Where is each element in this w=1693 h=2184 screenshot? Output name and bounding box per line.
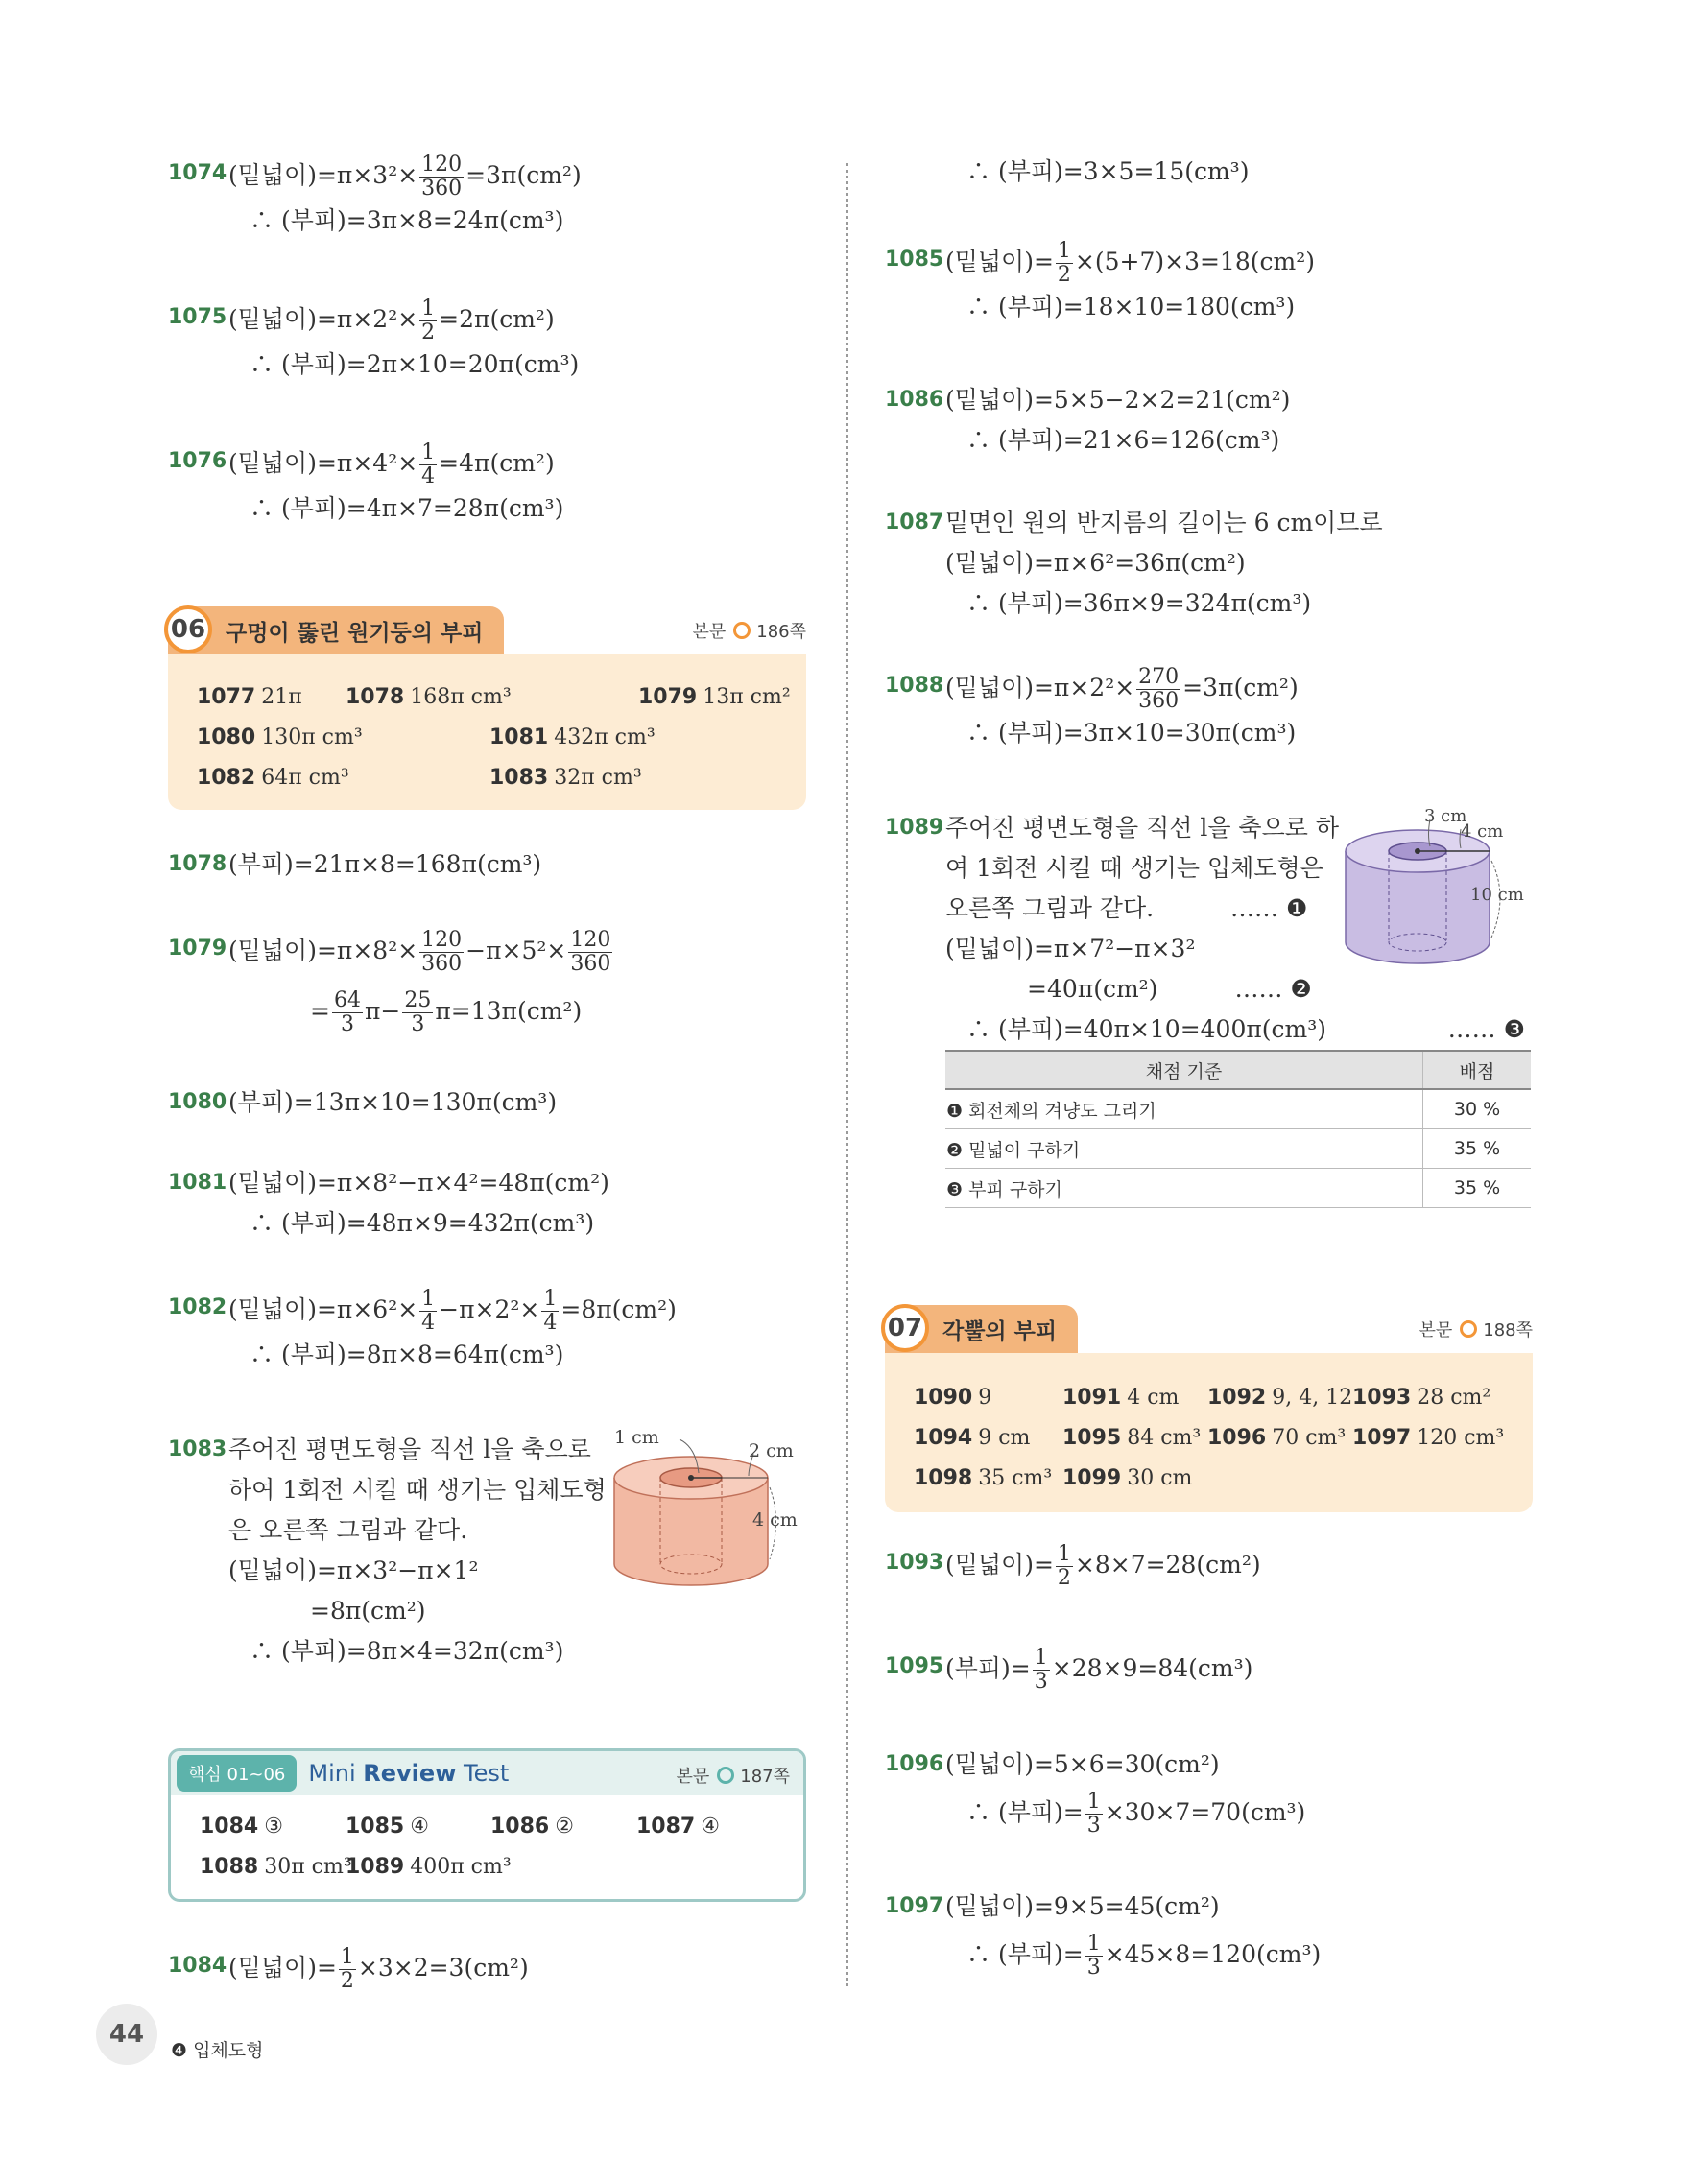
problem-1083	[168, 1430, 806, 1672]
step-dots: ……	[1234, 975, 1283, 1003]
solution-line: =40π(cm²)	[1027, 975, 1158, 1003]
equation-part: ∴ (부피)=	[966, 1798, 1084, 1826]
answer: 1085 ④	[346, 1815, 429, 1839]
problem-1086	[885, 380, 1533, 461]
problem-number: 1097	[885, 1894, 944, 1918]
problem-1080	[168, 1082, 806, 1123]
solution-line: 주어진 평면도형을 직선 l을 축으로 하	[945, 814, 1339, 842]
solution-line: =8π(cm²)	[310, 1597, 426, 1625]
equation-part: π−	[364, 997, 401, 1025]
problem-number: 1093	[885, 1551, 944, 1575]
fraction: $\frac{1}{3}$	[1034, 1646, 1048, 1694]
equation-part: (밑넓이)=π×6²×	[228, 1295, 418, 1323]
problem-number: 1095	[885, 1654, 944, 1678]
answer: 1094 9 cm	[914, 1426, 1031, 1450]
solution-line: (부피)=13π×10=130π(cm³)	[228, 1088, 558, 1116]
section-title: 각뿔의 부피	[942, 1318, 1058, 1344]
equation-part: =4π(cm²)	[439, 449, 555, 477]
ref-label: 본문	[692, 622, 727, 642]
solution-line: ∴ (부피)=8π×4=32π(cm³)	[250, 1637, 564, 1665]
equation-part: =2π(cm²)	[439, 305, 555, 333]
problem-1076	[168, 441, 806, 529]
numerator: 120	[421, 153, 463, 177]
solution-line: ∴ (부피)=4π×7=28π(cm³)	[250, 494, 564, 522]
problem-1095	[885, 1647, 1533, 1694]
equation-part: (밑넓이)=π×8²×	[228, 937, 418, 964]
answer: 1080 130π cm³	[197, 725, 363, 749]
solution-line: (밑넓이)=π×3²−π×1²	[228, 1556, 479, 1584]
problem-1085	[885, 240, 1533, 327]
fraction: $\frac{1}{2}$	[340, 1945, 354, 1993]
column-divider	[846, 163, 848, 1986]
equation-part: ×(5+7)×3=18(cm²)	[1074, 248, 1315, 275]
table-cell: ❷ 밑넓이 구하기	[945, 1129, 1423, 1169]
problem-number: 1083	[168, 1437, 227, 1461]
figure-label: 3 cm	[1424, 808, 1467, 826]
table-cell: 35 %	[1423, 1169, 1532, 1208]
step-dots: ……	[1230, 894, 1279, 922]
review-header	[171, 1751, 803, 1795]
ref-arrow-icon	[717, 1767, 734, 1784]
fraction: $\frac{1}{3}$	[1086, 1790, 1101, 1838]
fraction: $\frac{1}{2}$	[1057, 1542, 1071, 1590]
answer: 1086 ②	[490, 1815, 574, 1839]
review-title: Mini Review Test	[308, 1760, 510, 1787]
problem-number: 1087	[885, 510, 944, 534]
table-cell: 30 %	[1423, 1089, 1532, 1129]
solution-line: (밑넓이)=9×5=45(cm²)	[945, 1892, 1220, 1920]
step-dots: ……	[1447, 1015, 1496, 1043]
equation-part: ×45×8=120(cm³)	[1104, 1940, 1322, 1968]
figure-label: 1 cm	[614, 1430, 659, 1448]
solution-line: (밑넓이)=π×8²−π×4²=48π(cm²)	[228, 1169, 609, 1197]
problem-1097	[885, 1887, 1533, 1980]
solution-line: 주어진 평면도형을 직선 l을 축으로	[228, 1436, 591, 1463]
chapter-title: 입체도형	[193, 2040, 264, 2061]
problem-number: 1074	[168, 161, 227, 185]
chapter-number-icon: ❹	[171, 2040, 188, 2061]
page-footer	[96, 2004, 264, 2065]
section-number: 07	[881, 1304, 929, 1352]
answer: 1099 30 cm	[1062, 1466, 1193, 1490]
answer: 1087 ④	[636, 1815, 720, 1839]
solution-line: ∴ (부피)=48π×9=432π(cm³)	[250, 1209, 595, 1237]
section-reference	[692, 618, 806, 643]
problem-number: 1081	[168, 1171, 227, 1195]
answer-box	[885, 1353, 1533, 1512]
chapter-label	[171, 2036, 264, 2062]
step-marker-2: ❷	[1290, 975, 1312, 1003]
table-cell: ❶ 회전체의 겨냥도 그리기	[945, 1089, 1423, 1129]
fraction: $\frac{1}{4}$	[421, 1287, 436, 1335]
section-tab	[885, 1305, 1078, 1353]
problem-number: 1082	[168, 1295, 227, 1319]
solution-line: 여 1회전 시킬 때 생기는 입체도형은	[945, 854, 1323, 882]
equation-part: (밑넓이)=	[945, 248, 1054, 275]
answer: 1089 400π cm³	[346, 1855, 512, 1879]
problem-number: 1084	[168, 1954, 227, 1978]
denominator: 360	[421, 177, 463, 201]
solution-line: ∴ (부피)=40π×10=400π(cm³)	[966, 1015, 1327, 1043]
denominator: 2	[421, 320, 436, 344]
equation-part: (밑넓이)=	[945, 1551, 1054, 1579]
equation-part: −π×2²×	[439, 1295, 540, 1323]
table-row	[945, 1089, 1531, 1129]
fraction	[419, 154, 464, 201]
section-07	[885, 1305, 1533, 1512]
problem-number: 1085	[885, 248, 944, 272]
equation-part: ×28×9=84(cm³)	[1051, 1654, 1253, 1682]
equation-part: −π×5²×	[465, 937, 567, 964]
section-reference: 본문 188쪽	[1419, 1320, 1533, 1341]
problem-1084	[168, 1946, 806, 1993]
answer: 1097 120 cm³	[1352, 1426, 1505, 1450]
solution-line: (밑넓이)=5×5−2×2=21(cm²)	[945, 386, 1291, 414]
ref-page: 186쪽	[756, 622, 806, 642]
problem-number: 1096	[885, 1752, 944, 1776]
fraction: $\frac{1}{3}$	[1086, 1932, 1101, 1980]
equation-part: ×8×7=28(cm²)	[1074, 1551, 1261, 1579]
solution-line: 밑면인 원의 반지름의 길이는 6 cm이므로	[945, 509, 1383, 536]
figure-label: 10 cm	[1470, 885, 1524, 905]
hollow-cylinder-figure	[1317, 808, 1533, 971]
problem-1084-continued	[885, 152, 1533, 192]
solution-line: ∴ (부피)=3×5=15(cm³)	[966, 157, 1250, 185]
table-header: 배점	[1423, 1051, 1532, 1089]
answer: 1077 21π	[197, 685, 302, 709]
answer: 1092 9, 4, 12	[1207, 1386, 1353, 1410]
table-row	[945, 1169, 1531, 1208]
scoring-table	[945, 1050, 1531, 1208]
page-number: 44	[96, 2004, 157, 2065]
review-tag: 핵심 01~06	[177, 1755, 297, 1792]
fraction	[419, 297, 437, 344]
solution-line: ∴ (부피)=36π×9=324π(cm³)	[966, 589, 1312, 617]
answer: 1093 28 cm²	[1352, 1386, 1491, 1410]
problem-1087	[885, 503, 1533, 624]
review-reference: 본문 187쪽	[676, 1767, 790, 1787]
problem-1089	[885, 808, 1533, 1050]
equation-part: (부피)=	[945, 1654, 1031, 1682]
solution-line: (밑넓이)=π×7²−π×3²	[945, 935, 1196, 962]
answer: 1098 35 cm³	[914, 1466, 1053, 1490]
solution-line: ∴ (부피)=18×10=180(cm³)	[966, 293, 1296, 320]
answer: 1079 13π cm²	[638, 685, 791, 709]
problem-1096	[885, 1745, 1533, 1838]
fraction: $\frac{270}{360}$	[1138, 665, 1180, 713]
answer: 1095 84 cm³	[1062, 1426, 1202, 1450]
section-title: 구멍이 뚫린 원기둥의 부피	[226, 620, 484, 646]
problem-1075	[168, 297, 806, 385]
answer: 1084 ③	[200, 1815, 283, 1839]
section-tab	[168, 606, 504, 654]
equation-part: =8π(cm²)	[560, 1295, 677, 1323]
numerator: 1	[421, 440, 436, 464]
solution-line: ∴ (부피)=21×6=126(cm³)	[966, 426, 1280, 454]
equation-part: ×3×2=3(cm²)	[357, 1954, 529, 1982]
answer: 1091 4 cm	[1062, 1386, 1180, 1410]
equation-part: (밑넓이)=π×4²×	[228, 449, 418, 477]
problem-1082	[168, 1288, 806, 1375]
problem-1093	[885, 1543, 1533, 1590]
answer: 1081 432π cm³	[489, 725, 656, 749]
ref-arrow-icon	[733, 622, 751, 639]
problem-number: 1078	[168, 852, 227, 876]
equation-part: =3π(cm²)	[1182, 674, 1299, 701]
ref-arrow-icon	[1460, 1320, 1477, 1338]
figure-label: 4 cm	[1461, 821, 1504, 842]
section-06	[168, 606, 806, 813]
fraction: $\frac{120}{360}$	[570, 928, 611, 976]
fraction: $\frac{1}{2}$	[1057, 239, 1071, 287]
mini-review-box	[168, 1748, 806, 1902]
step-marker-3: ❸	[1503, 1015, 1525, 1043]
table-cell: ❸ 부피 구하기	[945, 1169, 1423, 1208]
answer: 1078 168π cm³	[346, 685, 512, 709]
answer: 1082 64π cm³	[197, 766, 349, 790]
figure-label: 4 cm	[752, 1509, 798, 1531]
problem-1088	[885, 666, 1533, 753]
equation-part: =	[310, 997, 330, 1025]
answer: 1090 9	[914, 1386, 992, 1410]
fraction	[419, 441, 437, 488]
problem-number: 1088	[885, 674, 944, 698]
equation-part: (밑넓이)=	[228, 1954, 337, 1982]
solution-line: (부피)=21π×8=168π(cm³)	[228, 850, 542, 878]
table-row	[945, 1129, 1531, 1169]
equation-part: ∴ (부피)=	[966, 1940, 1084, 1968]
fraction: $\frac{64}{3}$	[333, 988, 361, 1036]
table-header: 채점 기준	[945, 1051, 1423, 1089]
solution-line: ∴ (부피)=3π×10=30π(cm³)	[966, 719, 1297, 747]
problem-1081	[168, 1163, 806, 1244]
solution-line: 오른쪽 그림과 같다.	[945, 894, 1155, 922]
equation-part: (밑넓이)=π×2²×	[228, 305, 418, 333]
problem-1078	[168, 844, 806, 885]
answer: 1096 70 cm³	[1207, 1426, 1347, 1450]
fraction: $\frac{1}{4}$	[543, 1287, 558, 1335]
solution-line: ∴ (부피)=3π×8=24π(cm³)	[250, 206, 564, 234]
equation-part: =3π(cm²)	[465, 161, 582, 189]
solution-line: (밑넓이)=5×6=30(cm²)	[945, 1750, 1220, 1778]
problem-number: 1086	[885, 388, 944, 412]
problem-1074	[168, 154, 806, 241]
equation-part: π=13π(cm²)	[435, 997, 583, 1025]
figure-label: 2 cm	[749, 1440, 794, 1461]
solution-line: ∴ (부피)=8π×8=64π(cm³)	[250, 1341, 564, 1368]
step-marker-1: ❶	[1286, 894, 1308, 922]
fraction: $\frac{25}{3}$	[404, 988, 432, 1036]
denominator: 4	[421, 464, 436, 488]
problem-number: 1076	[168, 449, 227, 473]
solution-line: (밑넓이)=π×6²=36π(cm²)	[945, 549, 1246, 577]
solution-line: 은 오른쪽 그림과 같다.	[228, 1516, 468, 1544]
problem-number: 1079	[168, 937, 227, 961]
section-number: 06	[164, 605, 212, 653]
answer-box	[168, 654, 806, 810]
hollow-cylinder-figure	[595, 1430, 801, 1602]
problem-1079	[168, 929, 806, 1036]
fraction: $\frac{120}{360}$	[421, 928, 463, 976]
problem-number: 1075	[168, 305, 227, 329]
answer: 1088 30π cm³	[200, 1855, 352, 1879]
answer: 1083 32π cm³	[489, 766, 642, 790]
solution-line: ∴ (부피)=2π×10=20π(cm³)	[250, 350, 580, 378]
equation-part: ×30×7=70(cm³)	[1104, 1798, 1306, 1826]
equation-part: (밑넓이)=π×2²×	[945, 674, 1135, 701]
solution-line: 하여 1회전 시킬 때 생기는 입체도형	[228, 1476, 607, 1504]
table-cell: 35 %	[1423, 1129, 1532, 1169]
problem-number: 1080	[168, 1090, 227, 1114]
numerator: 1	[421, 297, 436, 320]
equation-part: (밑넓이)=π×3²×	[228, 161, 418, 189]
problem-number: 1089	[885, 816, 944, 840]
